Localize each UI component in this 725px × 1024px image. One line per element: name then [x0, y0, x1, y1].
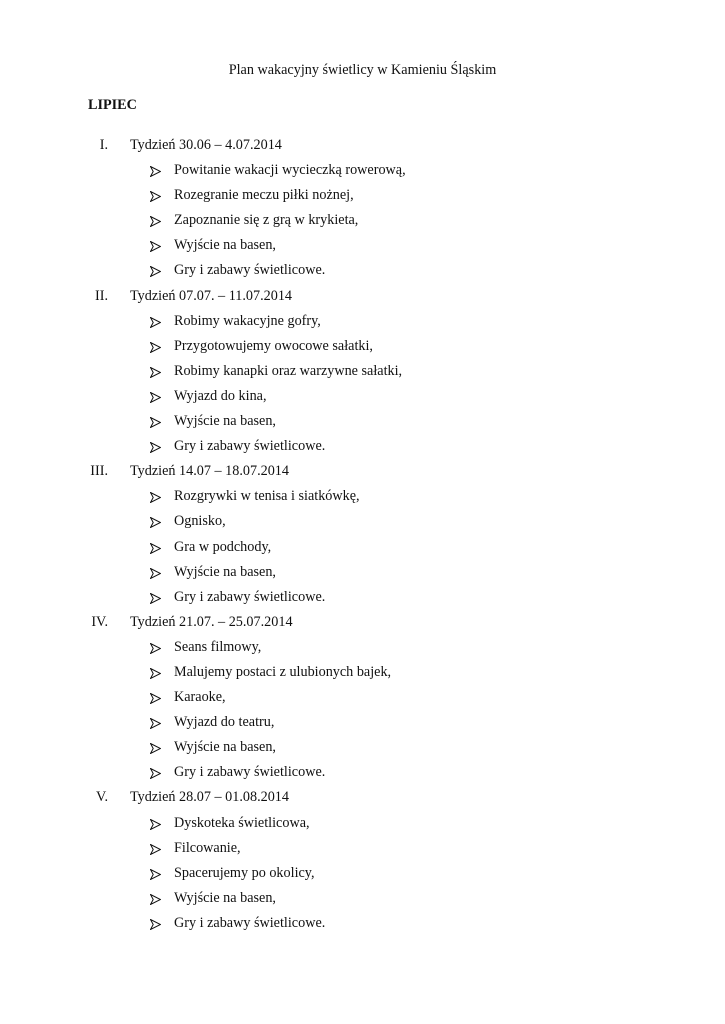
activity-item: [0, 660, 725, 685]
arrowhead-bullet-icon: [150, 710, 166, 735]
activity-item: [0, 233, 725, 258]
arrowhead-bullet-icon: [150, 560, 166, 585]
week-heading: [0, 785, 725, 810]
arrowhead-bullet-icon: [150, 861, 166, 886]
activity-item: [0, 710, 725, 735]
activity-text: Dyskoteka świetlicowa,: [174, 814, 310, 831]
activity-item: [0, 635, 725, 660]
arrowhead-bullet-icon: [150, 886, 166, 911]
week-heading: [0, 459, 725, 484]
activity-text: Gry i zabawy świetlicowe.: [174, 262, 326, 279]
activity-text: Ognisko,: [174, 513, 226, 530]
activity-text: Wyjście na basen,: [174, 739, 276, 756]
week-heading: [0, 133, 725, 158]
arrowhead-bullet-icon: [150, 484, 166, 509]
week-label: Tydzień 28.07 – 01.08.2014: [130, 789, 289, 806]
week-numeral: I.: [99, 137, 108, 153]
activity-item: [0, 409, 725, 434]
arrowhead-bullet-icon: [150, 158, 166, 183]
activity-item: [0, 484, 725, 509]
activity-item: [0, 334, 725, 359]
activity-text: Filcowanie,: [174, 839, 241, 856]
activity-item: [0, 560, 725, 585]
activity-text: Gra w podchody,: [174, 538, 272, 555]
document-title: Plan wakacyjny świetlicy w Kamieniu Śląskim: [228, 62, 497, 78]
arrowhead-bullet-icon: [150, 233, 166, 258]
weeks-list: [0, 133, 725, 936]
activity-text: Wyjazd do kina,: [174, 387, 267, 404]
activity-item: [0, 811, 725, 836]
activity-text: Seans filmowy,: [174, 638, 262, 655]
arrowhead-bullet-icon: [150, 836, 166, 861]
month-heading: LIPIEC: [88, 97, 137, 113]
week-heading: [0, 610, 725, 635]
activity-text: Wyjście na basen,: [174, 889, 276, 906]
activity-text: Powitanie wakacji wycieczką rowerową,: [174, 162, 406, 179]
week-numeral: III.: [90, 463, 108, 480]
activity-item: [0, 384, 725, 409]
activity-text: Karaoke,: [174, 689, 226, 706]
activity-text: Gry i zabawy świetlicowe.: [174, 588, 326, 605]
activity-text: Zapoznanie się z grą w krykieta,: [174, 212, 359, 229]
activity-item: [0, 309, 725, 334]
week-numeral: II.: [95, 287, 108, 304]
activity-item: [0, 535, 725, 560]
activity-text: Gry i zabawy świetlicowe.: [174, 438, 326, 455]
activity-item: [0, 861, 725, 886]
week-numeral: V.: [96, 789, 108, 806]
activity-item: [0, 760, 725, 785]
arrowhead-bullet-icon: [150, 384, 166, 409]
week-heading: [0, 284, 725, 309]
arrowhead-bullet-icon: [150, 685, 166, 710]
activity-item: [0, 509, 725, 534]
arrowhead-bullet-icon: [150, 811, 166, 836]
week-numeral: IV.: [91, 613, 108, 630]
activity-item: [0, 685, 725, 710]
activity-text: Wyjście na basen,: [174, 237, 276, 254]
activity-text: Gry i zabawy świetlicowe.: [174, 914, 326, 931]
activity-text: Rozegranie meczu piłki nożnej,: [174, 187, 354, 204]
arrowhead-bullet-icon: [150, 660, 166, 685]
arrowhead-bullet-icon: [150, 208, 166, 233]
week-label: Tydzień 07.07. – 11.07.2014: [130, 287, 293, 304]
arrowhead-bullet-icon: [150, 309, 166, 334]
arrowhead-bullet-icon: [150, 409, 166, 434]
activity-item: [0, 258, 725, 283]
arrowhead-bullet-icon: [150, 635, 166, 660]
activity-item: [0, 434, 725, 459]
arrowhead-bullet-icon: [150, 183, 166, 208]
activity-text: Gry i zabawy świetlicowe.: [174, 764, 326, 781]
arrowhead-bullet-icon: [150, 434, 166, 459]
week-label: Tydzień 14.07 – 18.07.2014: [130, 463, 289, 480]
arrowhead-bullet-icon: [150, 585, 166, 610]
arrowhead-bullet-icon: [150, 334, 166, 359]
activity-item: [0, 158, 725, 183]
arrowhead-bullet-icon: [150, 535, 166, 560]
arrowhead-bullet-icon: [150, 735, 166, 760]
week-label: Tydzień 30.06 – 4.07.2014: [130, 137, 282, 153]
arrowhead-bullet-icon: [150, 359, 166, 384]
activity-text: Przygotowujemy owocowe sałatki,: [174, 337, 373, 354]
activity-text: Rozgrywki w tenisa i siatkówkę,: [174, 488, 360, 505]
activity-item: [0, 183, 725, 208]
activity-item: [0, 585, 725, 610]
activity-text: Wyjazd do teatru,: [174, 714, 275, 731]
activity-text: Robimy wakacyjne gofry,: [174, 312, 321, 329]
arrowhead-bullet-icon: [150, 509, 166, 534]
activity-item: [0, 911, 725, 936]
activity-text: Spacerujemy po okolicy,: [174, 864, 315, 881]
activity-text: Malujemy postaci z ulubionych bajek,: [174, 663, 392, 680]
activity-item: [0, 359, 725, 384]
arrowhead-bullet-icon: [150, 258, 166, 283]
activity-item: [0, 836, 725, 861]
activity-text: Wyjście na basen,: [174, 413, 276, 430]
activity-text: Robimy kanapki oraz warzywne sałatki,: [174, 362, 403, 379]
arrowhead-bullet-icon: [150, 760, 166, 785]
activity-text: Wyjście na basen,: [174, 563, 276, 580]
activity-item: [0, 735, 725, 760]
activity-item: [0, 208, 725, 233]
arrowhead-bullet-icon: [150, 911, 166, 936]
activity-item: [0, 886, 725, 911]
week-label: Tydzień 21.07. – 25.07.2014: [130, 613, 293, 630]
